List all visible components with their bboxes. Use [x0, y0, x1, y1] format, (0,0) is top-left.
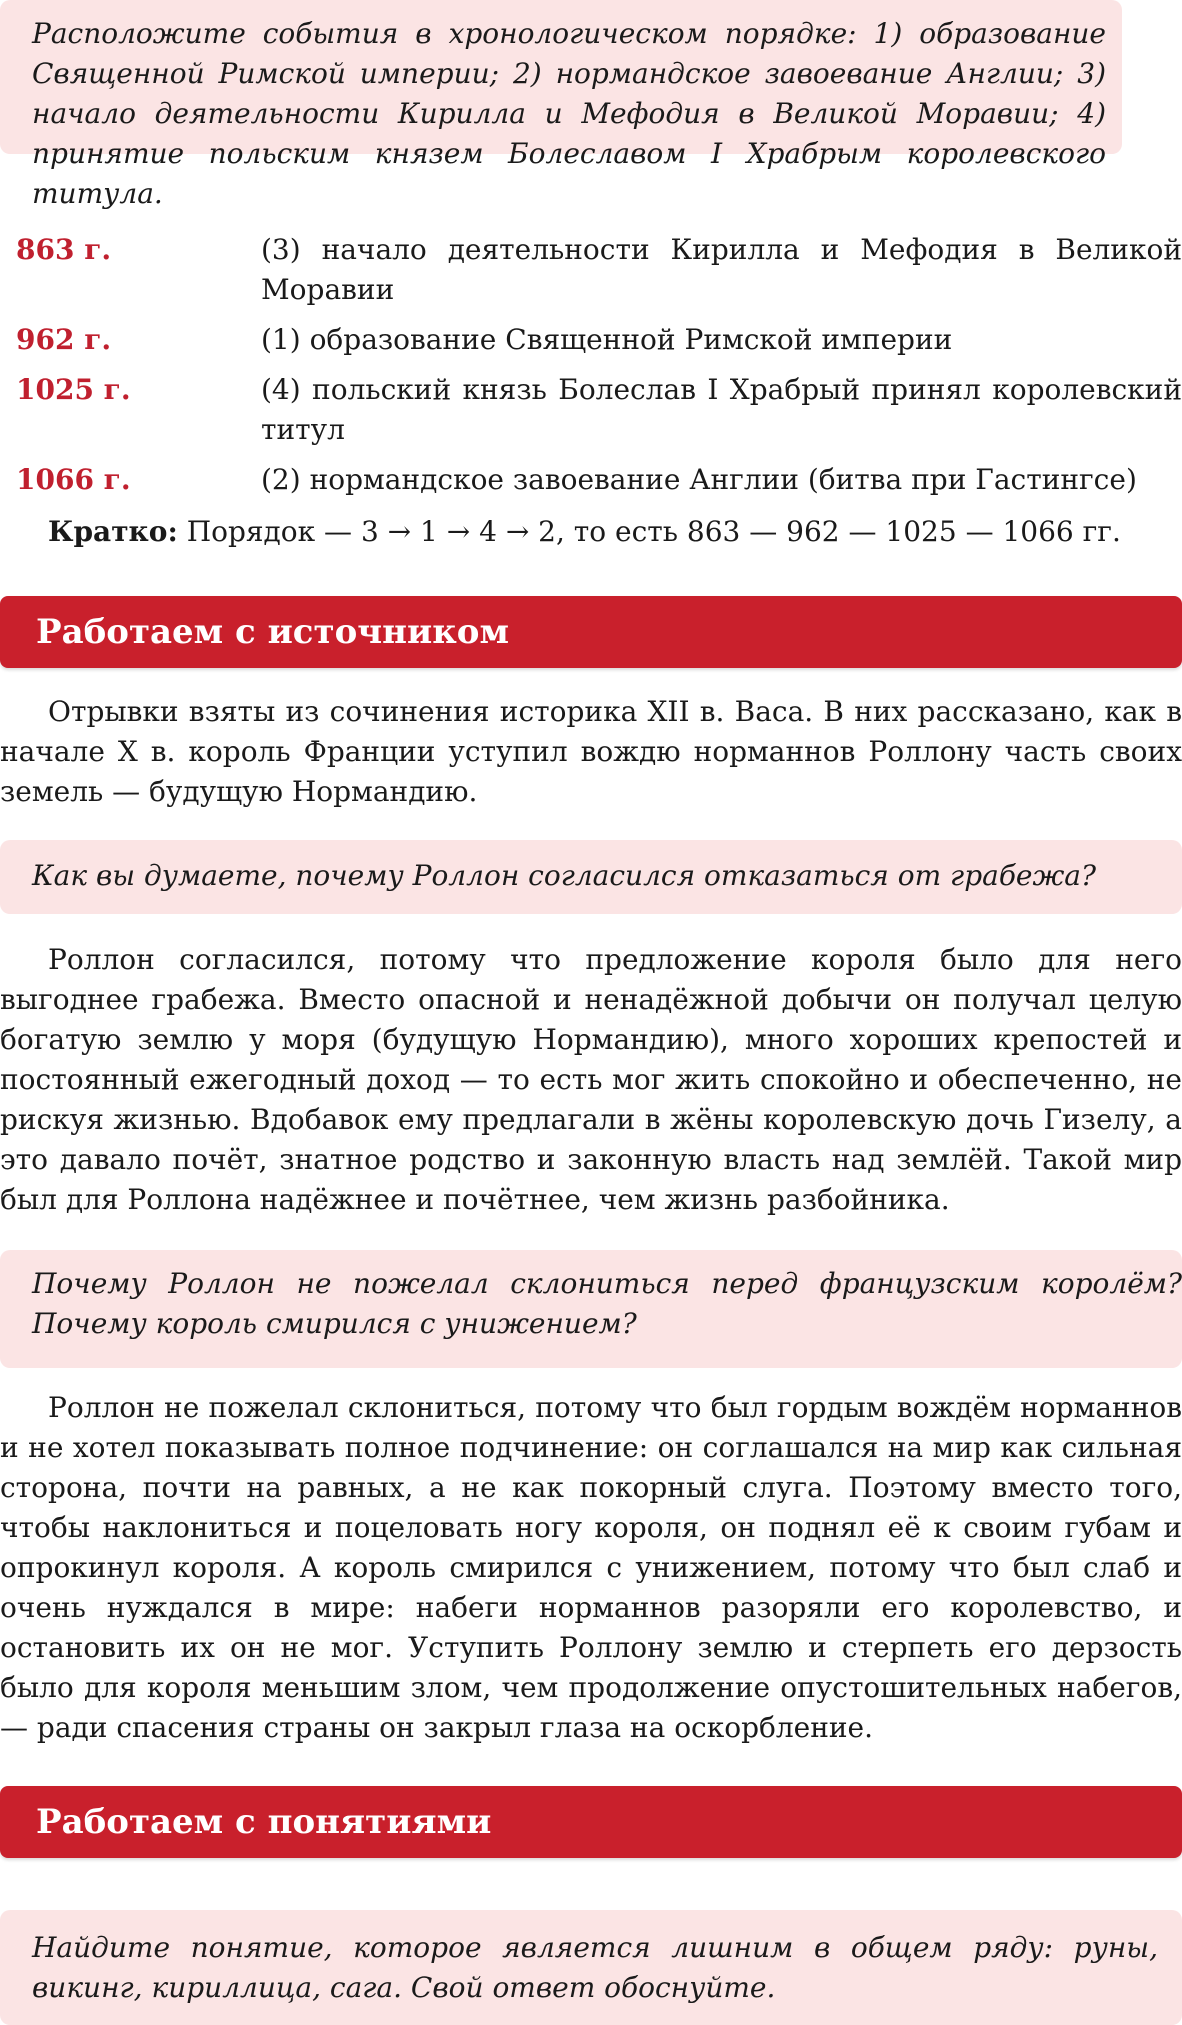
answer-rollon-bow: Роллон не пожелал склониться, потому что был гордым вождём норманнов и не хотел показывать полное подчинение: он соглашался на мир как сильная сторона, почти на равных, а не как покорный слуга. Поэтому вместо того, чтобы наклониться и поцеловать ногу короля, он поднял её к своим губам и опрокинул короля. А король смирился с унижением, потому что был слаб и очень нуждался в мире: набеги норманнов разоряли его королевство, и остановить их он не мог. Уступить Роллону землю и стерпеть его дерзость было для короля меньшим злом, чем продолжение опустошительных набегов, — ради спасения страны он закрыл глаза на оскорбление. [0, 1391, 1182, 1744]
section-title-concepts-text: Работаем с понятиями [36, 1802, 492, 1842]
timeline-text: (2) нормандское завоевание Англии (битва при Гастингсе) [261, 463, 1137, 496]
question-rollon-agreed [0, 840, 1182, 914]
timeline-row [16, 460, 1182, 500]
question-rollon-bow [0, 1250, 1182, 1368]
summary-text: Порядок — 3 → 1 → 4 → 2, то есть 863 — 962 — 1025 — 1066 гг. [186, 515, 1121, 548]
timeline-row [16, 230, 1182, 310]
timeline-text: (1) образование Священной Римской империи [261, 323, 953, 356]
section-title-source-text: Работаем с источником [36, 612, 510, 652]
timeline-year: 1066 г. [16, 463, 131, 496]
question-chronology [0, 0, 1122, 210]
summary-label: Кратко: [48, 515, 178, 548]
answer-rollon-agreed: Роллон согласился, потому что предложение короля было для него выгоднее грабежа. Вместо опасной и ненадёжной добычи он получал целую богатую землю у моря (будущую Нормандию), много хороших крепостей и постоянный ежегодный доход — то есть мог жить спокойно и обеспеченно, не рискуя жизнью. Вдобавок ему предлагали в жёны королевскую дочь Гизелу, а это давало почёт, знатное родство и законную власть над землёй. Такой мир был для Роллона надёжнее и почётнее, чем жизнь разбойника. [0, 943, 1182, 1216]
section-title-concepts [0, 1786, 1182, 1858]
question-concepts-text: Найдите понятие, которое является лишним в общем ряду: руны, викинг, кириллица, сага. Свой ответ обоснуйте. [32, 1931, 1158, 2004]
timeline-text: (3) начало деятельности Кирилла и Мефодия в Великой Моравии [261, 233, 1182, 306]
timeline-year: 962 г. [16, 323, 112, 356]
question-rollon-agreed-text: Как вы думаете, почему Роллон согласился отказаться от грабежа? [32, 859, 1097, 892]
timeline-year: 863 г. [16, 233, 112, 266]
timeline-text: (4) польский князь Болеслав I Храбрый принял королевский титул [261, 373, 1182, 446]
question-rollon-bow-text: Почему Роллон не пожелал склониться перед французским королём? Почему король смирился с унижением? [32, 1267, 1182, 1340]
timeline-year: 1025 г. [16, 373, 131, 406]
timeline-row [16, 370, 1182, 450]
timeline-row [16, 320, 1182, 360]
summary [16, 510, 1182, 552]
section-title-source [0, 596, 1182, 668]
question-chronology-text: Расположите события в хронологическом порядке: 1) образование Священной Римской империи; 2) нормандское завоевание Англии; 3) начало деятельности Кирилла и Мефодия в Великой Моравии; 4) принятие польским князем Болеславом I Храбрым королевского титула. [32, 17, 1106, 210]
question-concepts [0, 1910, 1182, 2025]
timeline [0, 230, 1182, 552]
source-intro: Отрывки взяты из сочинения историка XII в. Васа. В них рассказано, как в начале X в. король Франции уступил вождю норманнов Роллону часть своих земель — будущую Нормандию. [0, 695, 1182, 808]
